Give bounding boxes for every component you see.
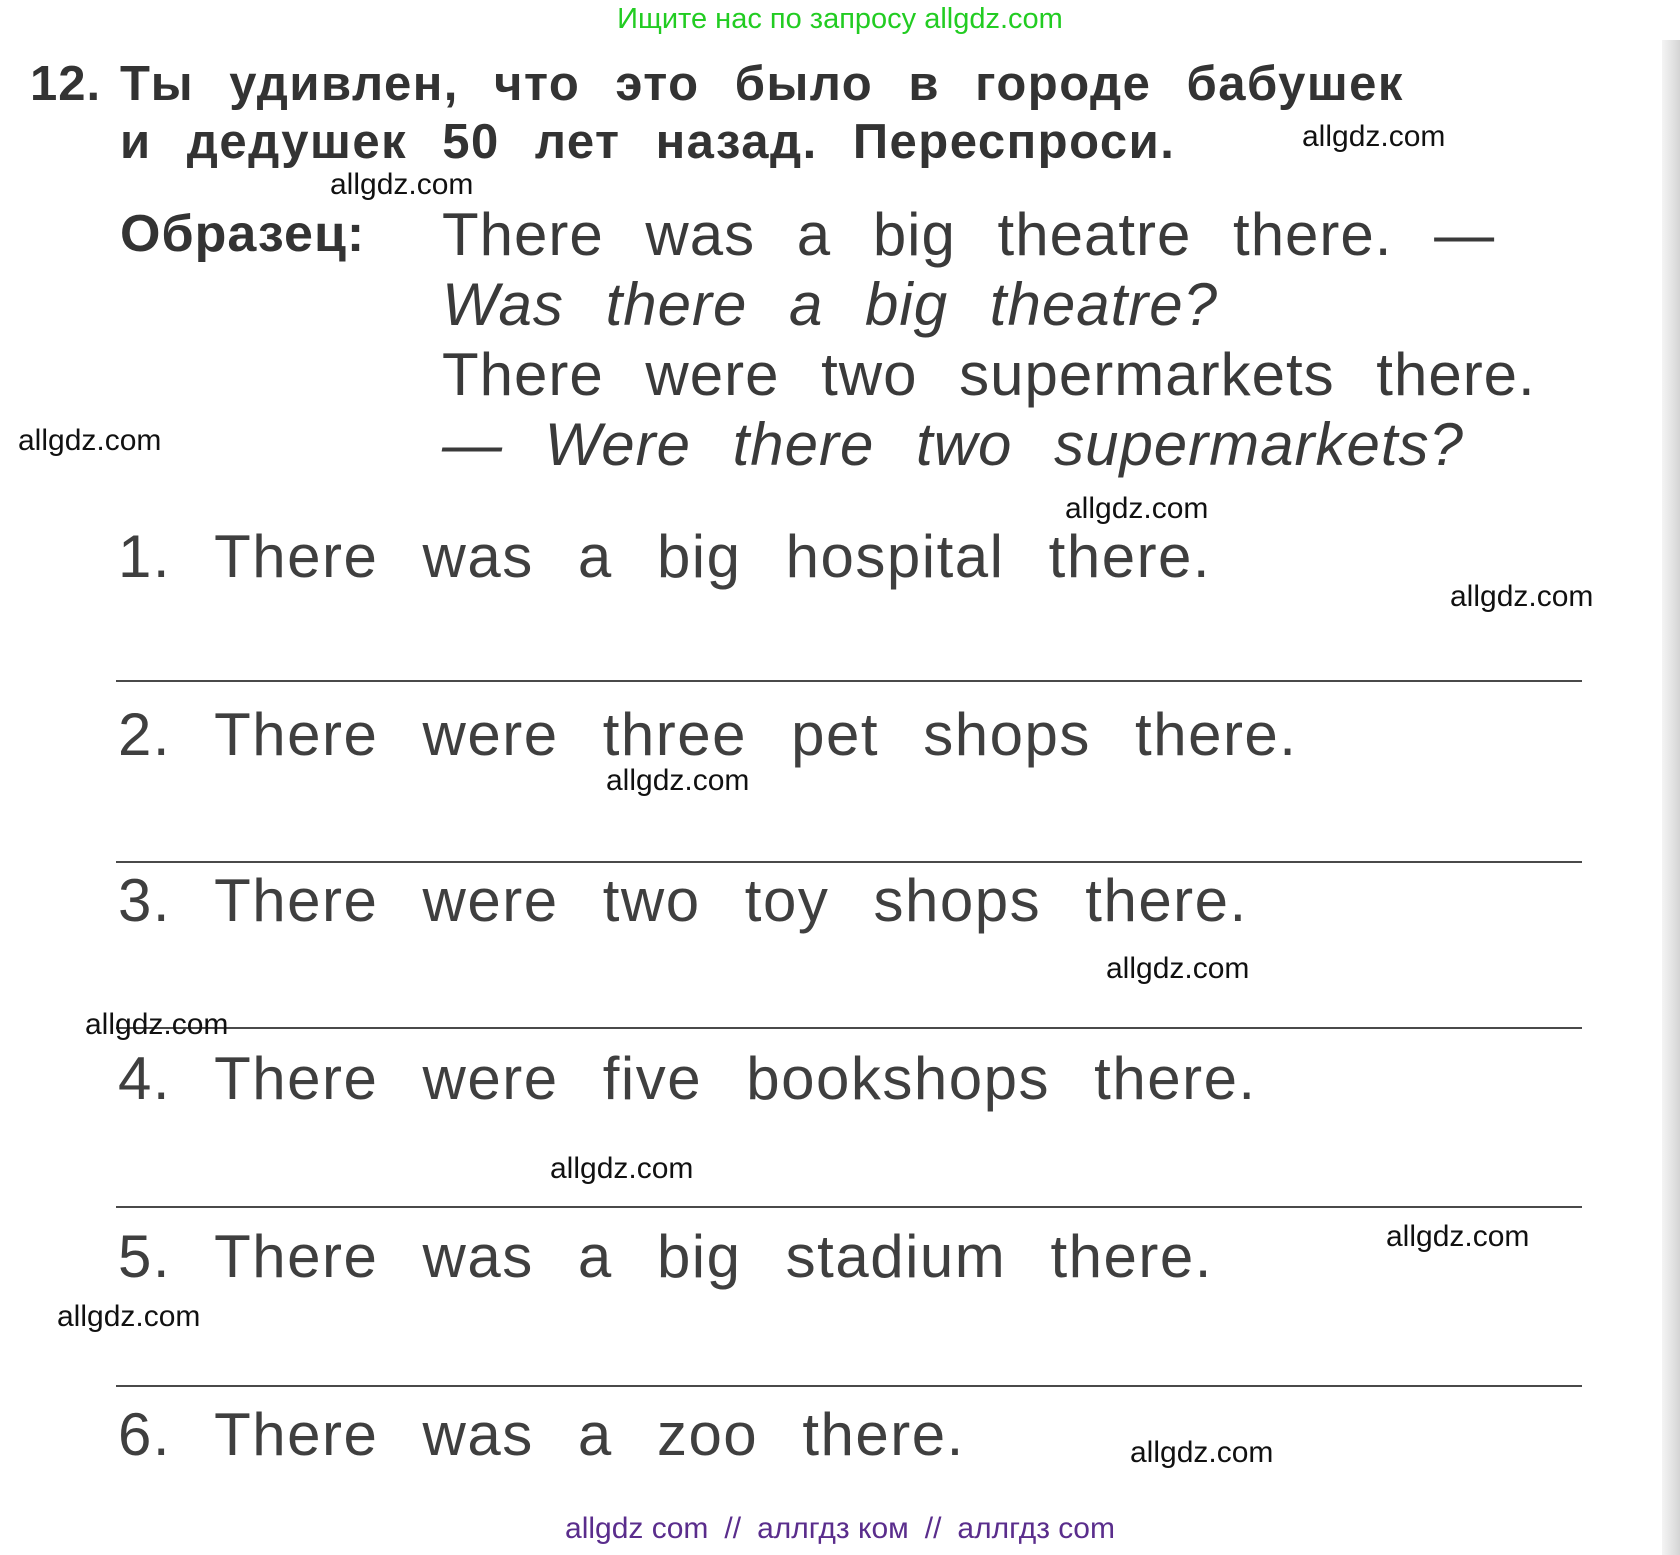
separator: //	[724, 1512, 742, 1545]
watermark: allgdz.com	[18, 424, 162, 457]
exercise-item-2: 2. There were three pet shops there.	[118, 701, 1298, 768]
bottom-banner-link-1[interactable]: allgdz com	[565, 1512, 709, 1545]
exercise-item-3: 3. There were two toy shops there.	[118, 867, 1248, 934]
task-instruction-line-1: Ты удивлен, что это было в городе бабушек	[120, 57, 1404, 111]
sample-statement-2: There were two supermarkets there.	[442, 341, 1536, 408]
bottom-banner[interactable]	[0, 1512, 1680, 1546]
exercise-item-1: 1. There was a big hospital there.	[118, 523, 1212, 590]
sample-label: Образец:	[120, 205, 366, 263]
watermark: allgdz.com	[550, 1152, 694, 1185]
bottom-banner-link-3[interactable]: аллгдз com	[957, 1512, 1115, 1545]
exercise-item-4: 4. There were five bookshops there.	[118, 1045, 1257, 1112]
sample-statement-1: There was a big theatre there. —	[442, 201, 1496, 268]
watermark: allgdz.com	[57, 1300, 201, 1333]
top-banner[interactable]: Ищите нас по запросу allgdz.com	[617, 3, 1063, 35]
task-instruction-line-2: и дедушек 50 лет назад. Переспроси.	[120, 115, 1176, 169]
watermark: allgdz.com	[606, 764, 750, 797]
exercise-item-5: 5. There was a big stadium there.	[118, 1223, 1213, 1290]
page-edge-shadow	[1662, 40, 1680, 1555]
sample-question-1: Was there a big theatre?	[442, 271, 1218, 338]
answer-line-3[interactable]	[116, 1027, 1582, 1029]
separator: //	[924, 1512, 942, 1545]
watermark: allgdz.com	[1386, 1220, 1530, 1253]
exercise-item-6: 6. There was a zoo there.	[118, 1401, 965, 1468]
watermark: allgdz.com	[85, 1008, 229, 1041]
watermark: allgdz.com	[1302, 120, 1446, 153]
sample-question-2: — Were there two supermarkets?	[442, 411, 1464, 478]
answer-line-5[interactable]	[116, 1385, 1582, 1387]
watermark: allgdz.com	[1106, 952, 1250, 985]
watermark: allgdz.com	[1130, 1436, 1274, 1469]
bottom-banner-link-2[interactable]: аллгдз ком	[757, 1512, 909, 1545]
watermark: allgdz.com	[1450, 580, 1594, 613]
task-number: 12.	[30, 57, 102, 111]
answer-line-1[interactable]	[116, 680, 1582, 682]
watermark: allgdz.com	[330, 168, 474, 201]
answer-line-4[interactable]	[116, 1206, 1582, 1208]
answer-line-2[interactable]	[116, 861, 1582, 863]
watermark: allgdz.com	[1065, 492, 1209, 525]
